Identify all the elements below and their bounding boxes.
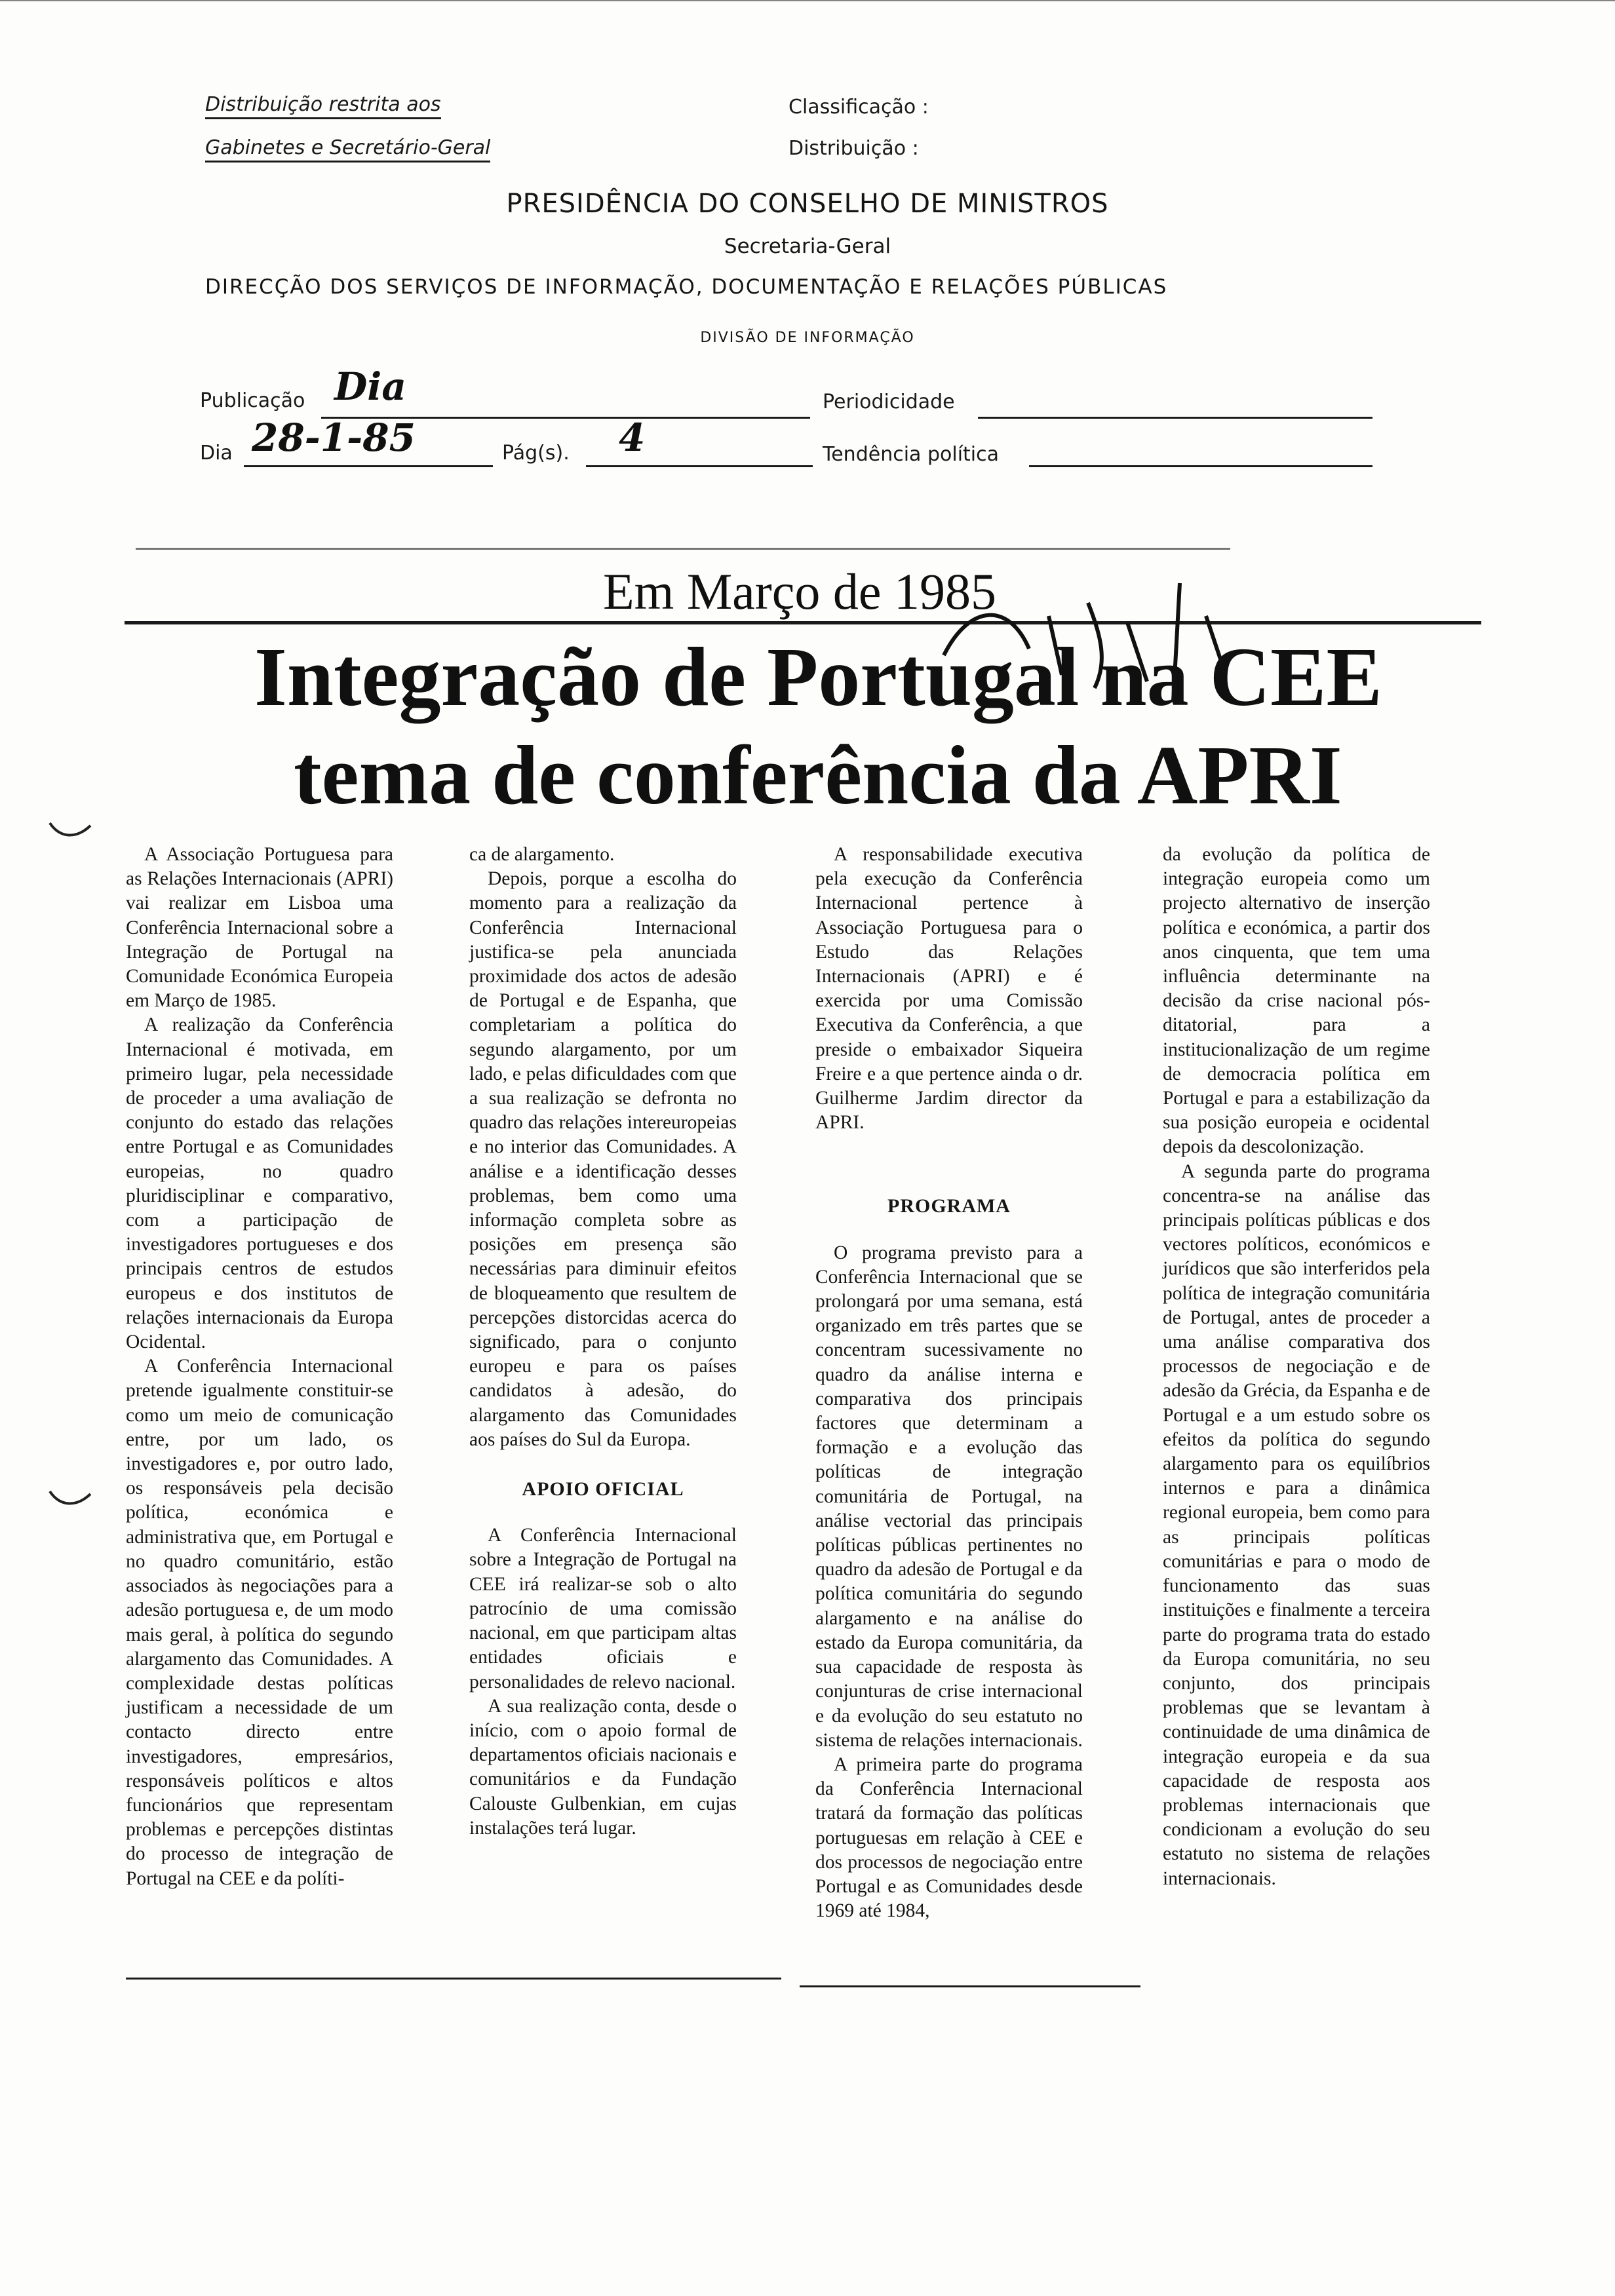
article-column-2 <box>469 843 737 1841</box>
org-subtitle: Secretaria-Geral <box>724 235 891 258</box>
col2-paragraph-3: A sua realização conta, desde o início, com o apoio formal de departamentos oficiais nacionais e comunitários e da Fundação Calouste Gulbenkian, em cujas instalações terá lugar. <box>469 1695 737 1839</box>
margin-mark-bottom <box>47 1487 93 1514</box>
article-column-3 <box>815 843 1083 1923</box>
publication-label: Publicação <box>200 389 305 412</box>
article-column-1 <box>126 843 393 1891</box>
tendency-label: Tendência política <box>823 443 1000 466</box>
headline-line2: tema de conferência da APRI <box>294 729 1342 822</box>
tendency-fill-line <box>1029 465 1372 467</box>
col3-paragraph-2: O programa previsto para a Conferência Internacional que se prolongará por uma semana, está organizado em três partes que se concentram sucessivamente no quadro da análise interna e comparativa dos principais factores que determinam a formação e a evolução das políticas de integração comunitária de Portugal, na análise vectorial das principais políticas públicas pertinentes no quadro da adesão de Portugal e da política comunitária do segundo alargamento e na análise do estado da Europa comunitária, da sua capacidade de resposta às conjunturas de crise internacional e da evolução do seu estatuto no sistema de relações internacionais. <box>815 1242 1083 1751</box>
col1-paragraph-3: A Conferência Internacional pretende igualmente constituir-se como um meio de comunicação entre, por um lado, os investigadores e, por outro lado, os responsáveis pela decisão política, económica e administrativa que, em Portugal e no quadro comunitário, estão associados às negociações para a adesão portuguesa e, de um modo mais geral, à política do segundo alargamento das Comunidades. A complexidade destas políticas justificam a necessidade de um contacto directo entre investigadores, empresários, responsáveis políticos e altos funcionários que representam problemas e percepções distintas do processo de integração de Portugal na CEE e da políti- <box>126 1356 393 1889</box>
col1-paragraph-1: A Associação Portuguesa para as Relações Internacionais (APRI) vai realizar em Lisboa uma Conferência Internacional sobre a Integração de Portugal na Comunidade Económica Europeia em Março de 1985. <box>126 844 393 1012</box>
periodicity-fill-line <box>978 417 1372 419</box>
handwritten-scribble-mark <box>931 577 1285 708</box>
publication-handwritten: Dia <box>334 364 406 409</box>
article-column-4 <box>1163 843 1430 1891</box>
top-rule-faint <box>136 548 1230 550</box>
col3-subhead: PROGRAMA <box>887 1195 1011 1217</box>
bottom-rule-middle <box>800 1985 1140 1987</box>
col3-paragraph-3: A primeira parte do programa da Conferência Internacional tratará da formação das políticas portuguesas em relação à CEE e dos processos de negociação entre Portugal e as Comunidades desde 1969 até 1984, <box>815 1753 1083 1922</box>
periodicity-label: Periodicidade <box>823 391 955 413</box>
distribution-label: Distribuição : <box>788 137 919 160</box>
division-line: DIVISÃO DE INFORMAÇÃO <box>700 330 915 346</box>
article-kicker: Em Março de 1985 <box>603 563 997 620</box>
col4-paragraph-1: da evolução da política de integração europeia como um projecto alternativo de inserção política e económica, a partir dos anos cinquenta, que tem uma influência determinante na decisão da crise nacional pós-ditatorial, para a institucionalização de um regime de democracia política em Portugal e para a estabilização da sua posição europeia e ocidental depois da descolonização. <box>1163 844 1430 1158</box>
directorate-line: DIRECÇÃO DOS SERVIÇOS DE INFORMAÇÃO, DOCUMENTAÇÃO E RELAÇÕES PÚBLICAS <box>205 275 1168 299</box>
headline-line1: Integração de Portugal na CEE <box>254 630 1382 723</box>
day-fill-line <box>244 465 493 467</box>
classification-label: Classificação : <box>788 96 929 119</box>
pages-handwritten: 4 <box>619 415 646 460</box>
col2-paragraph-2: A Conferência Internacional sobre a Integração de Portugal na CEE irá realizar-se sob o alto patrocínio de uma comissão nacional, em que participam altas entidades oficiais e personalidades de relevo nacional. <box>469 1525 737 1693</box>
col2-subhead: APOIO OFICIAL <box>522 1478 684 1501</box>
day-handwritten: 28-1-85 <box>252 415 416 460</box>
col1-paragraph-2: A realização da Conferência Internacional é motivada, em primeiro lugar, pela necessidade de proceder a uma avaliação de conjunto do estado das relações entre Portugal e as Comunidades europeias, no quadro pluridisciplinar e comparativo, com a participação de investigadores portugueses e dos principais centros de estudos europeus e dos institutos de relações internacionais da Europa Ocidental. <box>126 1014 393 1353</box>
col3-paragraph-1: A responsabilidade executiva pela execução da Conferência Internacional pertence à Associação Portuguesa para o Estudo das Relações Internacionais (APRI) e é exercida por uma Comissão Executiva da Conferência, a que preside o embaixador Siqueira Freire e a que pertence ainda o dr. Guilherme Jardim director da APRI. <box>815 844 1083 1134</box>
margin-mark-top <box>47 819 93 845</box>
pages-fill-line <box>586 465 813 467</box>
pages-label: Pág(s). <box>502 442 570 465</box>
org-title: PRESIDÊNCIA DO CONSELHO DE MINISTROS <box>506 189 1109 219</box>
distribution-restricted-line1: Distribuição restrita aos <box>205 93 441 119</box>
distribution-restricted-line2: Gabinetes e Secretário-Geral <box>205 136 490 163</box>
day-label: Dia <box>200 442 233 465</box>
scan-edge-top <box>0 0 1615 1</box>
col2-paragraph-1: Depois, porque a escolha do momento para a realização da Conferência Internacional justifica-se pela anunciada proximidade dos actos de adesão de Portugal e de Espanha, que completariam a política do segundo alargamento, por um lado, e pelas dificuldades com que a sua realização se defronta no quadro das relações intereuropeias e no interior das Comunidades. A análise e a identificação desses problemas, bem como uma informação completa sobre as posições em presença são necessárias para diminuir efeitos de bloqueamento que resultem de percepções distorcidas acerca do significado, para o conjunto europeu e para os países candidatos à adesão, do alargamento das Comunidades aos países do Sul da Europa. <box>469 868 737 1450</box>
col4-paragraph-2: A segunda parte do programa concentra-se na análise das principais políticas públicas e dos vectores políticos, económicos e jurídicos que são interferidos pela política de integração comunitária de Portugal, antes de proceder a uma análise comparativa dos processos de negociação e de adesão da Grécia, da Espanha e de Portugal e a um estudo sobre os efeitos da política do segundo alargamento para os equilíbrios internos e para a dinâmica regional europeia, bem como para as principais políticas comunitárias e para o modo de funcionamento das suas instituições e finalmente a terceira parte do programa trata do estado da Europa comunitária, no seu conjunto, dos principais problemas que se levantam à continuidade de uma dinâmica de integração europeia e da sua capacidade de resposta aos problemas internacionais que condicionam a evolução do seu estatuto no sistema de relações internacionais. <box>1163 1160 1430 1889</box>
col2-continuation: ca de alargamento. <box>469 844 615 865</box>
bottom-rule-left <box>126 1978 781 1980</box>
